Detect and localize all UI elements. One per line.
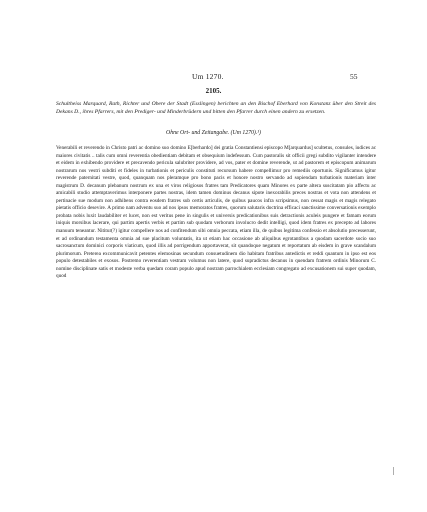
- document-number: 2105.: [205, 87, 222, 95]
- running-head: Um 1270.: [192, 72, 224, 81]
- charter-body-text: Venerabili et reverendo in Christo patri ac domino suo domino E[berhardo] dei gratia Constantiensi episcopo M[arquardus] scultetus, consules, iudices ac maiores civitatis .. talis cum omni reverentia obedientiam debitam et obsequium indefessum. Cum pastoralis sit officii gregi subdito vigilanter intendere et eidem in exhibendo providere et precavendo pericula salubriter providere, ad vos, pater et domine reverende, ut ad pastorem et episcopum animarum nostrarum nos vestri subditi et fideles in turbationis et periculis constituti recursum habere compellimur pro remediis oportunis. Significamus igitur reverende paternitati vestre, quod, quanquam nos pleramque pro bono pacis et honore nostro servando ad sopiendam turbationis materiam inter magistrum D. decanum plebanum nostrum ex una et viros religiosos fratres tam Predicatores quam Minores ex parte altera suscitatam pio affectu ac amicabili studio attemptaverimus interponere partes nostras, idem tamen dominus decanus sipote inexorabilis preces nostras et vota non attendens et pertinacie sue modum non adhibens contra eosdem fratres sub certis articulis, de quibus paucos infra scripsimus, non cessat magis et magis relegato pietatis officio desevire. A primo nam adventu suo ad nos ipsos memoratos fratres, quorum salutaris doctrina efficaci sanctissime conversationis exemplo probata nobis luxit laudabiliter et lucet, non est veritus pene in singulis et universis predicationibus suis detractionis aculeis pungere et famam eorum iniquis morsibus lacerare, qui partim apertis verbis et partim sub quodam verborum involucro dedit intelligi, quod idem fratres ex precepto ad labores manuum teneantur. Nititur(?) igitur compellere nos ad confitendum sibi omnia peccata, etiam illa, de quibus legitima confessio et absolutio precesserunt, et ad ordinandum testamenta omnia ad sue placitum voluntatis, ita ut etiam hac occasione ab aliquibus egrotantibus a quodam sacerdote socio suo sacrosanctum dominici corporis viaticum, quod illis ad porrigendum apportaverat, sit quandoque negatum et reportatum ab eisdem in grave scandalum plurimorum. Preterea excommunicavit petentes elemosinas secundum consuetudinem dio habitam fratribus antedictis et reddi quantum in ipso est eos populo detestabiles et exosos. Postremo reverentiam vestram volumus non latere, quod supradictus decanus in quendam fratrem ordinis Minorum C. nomine disciplinate satis et modeste verba quedam coram populo apud nostram parrochialem ecclesiam congregato ad excusationem sui super quodam, quod: [56, 145, 376, 280]
- page-number: 55: [350, 72, 358, 81]
- date-line: Ohne Ort- und Zeitangabe. (Um 1270).¹): [166, 130, 261, 136]
- regest-summary: Schultheiss Marquard, Rath, Richter und Obere der Stadt (Esslingen) berichten an den Bischof Eberhard von Konstanz über den Streit des Dekans D., ihres Pfarrers, mit den Prediger- und Minderbrüdern und bitten den Pfarrer durch einen andern zu ersetzen.: [56, 101, 376, 115]
- margin-mark: |: [393, 466, 395, 475]
